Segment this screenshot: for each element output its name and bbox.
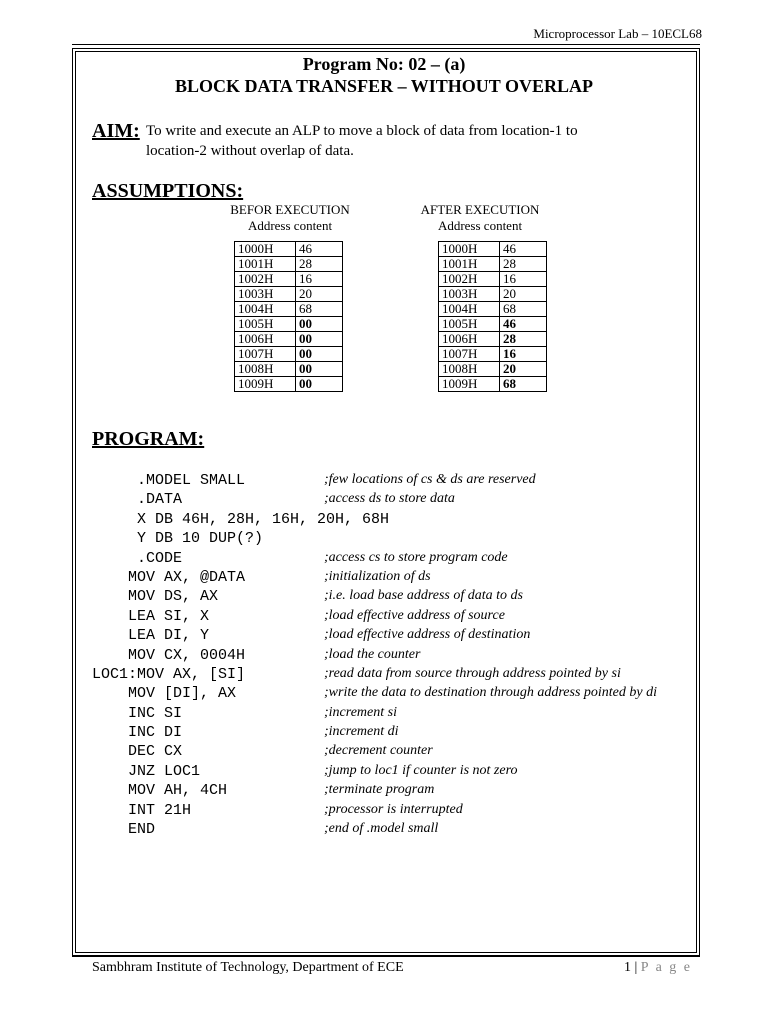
address-cell: 1009H (235, 377, 296, 392)
instruction: MOV CX, 0004H (92, 646, 246, 664)
address-cell: 1007H (235, 347, 296, 362)
footer-rule (72, 956, 700, 957)
assumptions-heading: ASSUMPTIONS: (92, 180, 244, 202)
address-cell: 1002H (235, 272, 296, 287)
instruction: LEA SI, X (92, 607, 210, 625)
comment: ;end of .model small (324, 821, 439, 837)
memory-row (235, 272, 343, 287)
content-cell: 28 (500, 332, 547, 347)
comment: ;load effective address of destination (324, 627, 531, 643)
code-line (92, 802, 712, 821)
address-cell: 1000H (235, 242, 296, 257)
instruction: INC SI (92, 704, 183, 722)
footer-institution: Sambhram Institute of Technology, Department of ECE (92, 960, 404, 975)
comment: ;increment di (324, 724, 399, 740)
instruction: X DB 46H, 28H, 16H, 20H, 68H (92, 510, 390, 528)
aim-heading: AIM: (92, 120, 140, 142)
address-cell: 1005H (439, 317, 500, 332)
address-cell: 1008H (235, 362, 296, 377)
comment: ;load effective address of source (324, 607, 505, 623)
address-cell: 1002H (439, 272, 500, 287)
before-execution-caption: BEFOR EXECUTION (230, 202, 350, 217)
comment: ;access ds to store data (324, 491, 455, 507)
content-cell: 16 (500, 347, 547, 362)
after-execution-table (438, 241, 547, 392)
code-line (92, 530, 712, 549)
instruction: INT 21H (92, 801, 192, 819)
content-cell: 68 (500, 377, 547, 392)
content-cell: 46 (500, 317, 547, 332)
page-label: P a g e (640, 960, 692, 975)
content-cell: 68 (296, 302, 343, 317)
program-heading: PROGRAM: (92, 428, 205, 450)
after-columns-caption: Address content (437, 218, 523, 233)
address-cell: 1006H (235, 332, 296, 347)
memory-row (439, 302, 547, 317)
memory-row (235, 362, 343, 377)
comment: ;increment si (324, 704, 397, 720)
memory-row (235, 287, 343, 302)
footer-page-number (624, 960, 692, 976)
instruction: DEC CX (92, 743, 183, 761)
address-cell: 1003H (235, 287, 296, 302)
header-rule (72, 44, 700, 45)
instruction: LEA DI, Y (92, 627, 210, 645)
instruction: Y DB 10 DUP(?) (92, 530, 264, 548)
instruction: MOV [DI], AX (92, 685, 237, 703)
content-cell: 16 (500, 272, 547, 287)
aim-text-line1: To write and execute an ALP to move a block of data from location-1 to (146, 123, 578, 139)
content-cell: 28 (500, 257, 547, 272)
address-cell: 1001H (439, 257, 500, 272)
code-line (92, 550, 712, 569)
memory-row (235, 332, 343, 347)
content-cell: 00 (296, 347, 343, 362)
comment: ;processor is interrupted (324, 801, 463, 817)
memory-row (235, 377, 343, 392)
content-cell: 46 (296, 242, 343, 257)
instruction: .DATA (92, 491, 183, 509)
before-columns-caption: Address content (247, 218, 333, 233)
instruction: .MODEL SMALL (92, 472, 246, 489)
content-cell: 46 (500, 242, 547, 257)
instruction: MOV DS, AX (92, 588, 219, 606)
address-cell: 1009H (439, 377, 500, 392)
address-cell: 1003H (439, 287, 500, 302)
content-cell: 28 (296, 257, 343, 272)
content-cell: 00 (296, 377, 343, 392)
code-line (92, 685, 712, 704)
address-cell: 1001H (235, 257, 296, 272)
address-cell: 1004H (439, 302, 500, 317)
instruction: JNZ LOC1 (92, 762, 201, 780)
address-cell: 1008H (439, 362, 500, 377)
instruction: MOV AX, @DATA (92, 568, 246, 586)
program-name-title: BLOCK DATA TRANSFER – WITHOUT OVERLAP (175, 76, 593, 96)
memory-row (439, 347, 547, 362)
content-cell: 20 (500, 287, 547, 302)
address-cell: 1007H (439, 347, 500, 362)
aim-text-line2: location-2 without overlap of data. (146, 143, 354, 159)
address-cell: 1005H (235, 317, 296, 332)
code-line (92, 705, 712, 724)
code-line (92, 647, 712, 666)
comment: ;access cs to store program code (324, 549, 508, 565)
comment: ;i.e. load base address of data to ds (324, 588, 523, 604)
content-cell: 16 (296, 272, 343, 287)
code-line (92, 724, 712, 743)
code-line (92, 821, 712, 840)
instruction: INC DI (92, 724, 183, 742)
memory-row (235, 242, 343, 257)
code-line (92, 763, 712, 782)
memory-row (235, 302, 343, 317)
after-execution-caption: AFTER EXECUTION (420, 202, 540, 217)
memory-row (439, 377, 547, 392)
page-separator: | (630, 960, 641, 975)
memory-row (439, 362, 547, 377)
content-cell: 20 (296, 287, 343, 302)
instruction: MOV AH, 4CH (92, 782, 228, 800)
memory-row (439, 272, 547, 287)
comment: ;decrement counter (324, 743, 433, 759)
content-cell: 00 (296, 332, 343, 347)
code-line (92, 608, 712, 627)
comment: ;few locations of cs & ds are reserved (324, 472, 536, 487)
code-line (92, 491, 712, 510)
address-cell: 1000H (439, 242, 500, 257)
running-header: Microprocessor Lab – 10ECL68 (533, 26, 702, 41)
memory-row (439, 287, 547, 302)
comment: ;write the data to destination through address pointed by di (324, 685, 657, 701)
before-execution-table (234, 241, 343, 392)
comment: ;load the counter (324, 646, 421, 662)
code-line (92, 666, 712, 685)
comment: ;read data from source through address pointed by si (324, 665, 621, 681)
content-cell: 20 (500, 362, 547, 377)
memory-row (235, 257, 343, 272)
content-cell: 00 (296, 317, 343, 332)
address-cell: 1006H (439, 332, 500, 347)
program-listing (92, 472, 712, 840)
memory-row (235, 317, 343, 332)
code-line (92, 472, 712, 491)
comment: ;initialization of ds (324, 568, 431, 584)
address-cell: 1004H (235, 302, 296, 317)
memory-row (439, 242, 547, 257)
code-line (92, 569, 712, 588)
memory-row (235, 347, 343, 362)
code-line (92, 588, 712, 607)
instruction: .CODE (92, 549, 183, 567)
instruction: END (92, 821, 156, 839)
page-number: 1 (623, 960, 631, 975)
code-line (92, 627, 712, 646)
instruction: LOC1:MOV AX, [SI] (92, 665, 246, 683)
program-number-title: Program No: 02 – (a) (302, 54, 466, 74)
memory-row (439, 332, 547, 347)
code-line (92, 782, 712, 801)
content-cell: 00 (296, 362, 343, 377)
code-line (92, 743, 712, 762)
content-cell: 68 (500, 302, 547, 317)
comment: ;terminate program (324, 782, 435, 798)
memory-row (439, 317, 547, 332)
memory-row (439, 257, 547, 272)
code-line (92, 511, 712, 530)
comment: ;jump to loc1 if counter is not zero (324, 762, 518, 778)
